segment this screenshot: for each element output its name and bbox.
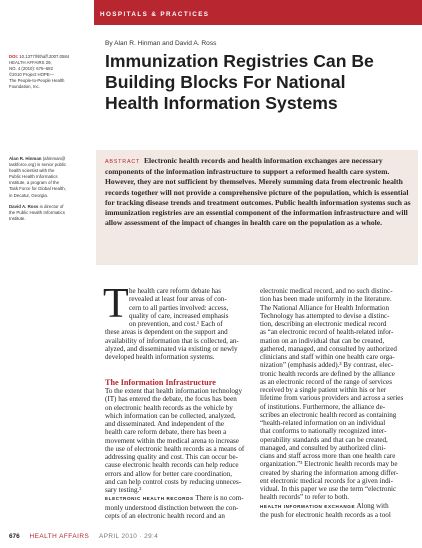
runin-line — [260, 502, 406, 511]
body-line: managed, and consulted by authorized clini- — [260, 443, 386, 452]
body-line: cians and staff across more than one health care — [260, 452, 396, 460]
abstract-label: ABSTRACT — [105, 159, 141, 165]
bio-line: Task Force for Global Health, — [9, 186, 66, 192]
title-line: Health Information Systems — [105, 93, 338, 113]
body-line: organization.”³ Electronic health records may be — [260, 460, 398, 469]
bio-line: is director of — [39, 204, 64, 209]
body-line: cause electronic health records can help reduce — [105, 461, 239, 470]
title-line: Building Blocks For National — [105, 72, 346, 92]
body-line: of institutions. Furthermore, the alliance de- — [260, 402, 386, 411]
issue-info: APRIL 2010 · 29:4 — [99, 533, 159, 540]
body-line: (IT) has entered the debate, the focus has been — [105, 395, 237, 404]
bio-line: health scientist with the — [9, 168, 55, 174]
author-bio-ross — [9, 204, 93, 222]
body-line: electronic medical record, and no such distinc- — [260, 287, 393, 295]
body-column-2 — [260, 287, 406, 519]
meta-line: The People-to-People Health — [9, 78, 65, 83]
body-line: availability of information that is collected, an- — [105, 336, 239, 345]
runin-text: There is no com- — [195, 494, 244, 503]
body-line: and disseminated. And independent of the — [105, 420, 224, 428]
body-line: he health care reform debate has — [129, 287, 221, 295]
body-line: sary testing.² — [105, 486, 142, 494]
article-title — [105, 51, 405, 114]
article-meta — [9, 54, 93, 90]
doi-label: DOI: — [9, 54, 19, 59]
body-line: tion has been made uniformly in the literature. — [260, 295, 392, 304]
body-line: received by a single patient within his or her — [260, 386, 387, 394]
body-line: tion, describing an electronic medical record — [260, 320, 387, 328]
body-line: operability standards and that can be created, — [260, 435, 388, 444]
body-line: alyzed, and disseminated via existing or newly — [105, 344, 238, 353]
body-line: cern to all parties involved: access, — [129, 303, 229, 312]
body-line: as an electronic record of the range of services — [260, 377, 392, 386]
page-footer — [9, 533, 158, 540]
meta-line: ©2010 Project HOPE— — [9, 72, 54, 77]
body-line: tronic health records are defined by the alliance — [260, 369, 395, 378]
body-column-1 — [105, 287, 251, 361]
author-bio-hinman — [9, 156, 93, 199]
body-line: the push for electronic health records as a tool — [260, 510, 391, 519]
body-line: cepts of an electronic health record and an — [105, 511, 225, 520]
body-line: that conforms to nationally recognized inter- — [260, 427, 387, 436]
body-line: mation on an individual that can be created, — [260, 336, 385, 345]
journal-name: HEALTH AFFAIRS — [29, 533, 90, 540]
body-line: To the extent that health information technology — [105, 387, 243, 395]
body-line: revealed at least four areas of con- — [129, 295, 227, 304]
meta-line: Foundation, Inc. — [9, 84, 40, 89]
runin-heading: HEALTH INFORMATION EXCHANGE — [260, 503, 356, 509]
bio-line: in Decatur, Georgia. — [9, 192, 49, 198]
bio-line: Institute. — [9, 216, 26, 222]
runin-text: Along with — [356, 501, 389, 510]
body-line: created by sharing the information among differ- — [260, 468, 399, 477]
abstract-text: Electronic health records and health information exchanges are necessary components of the information infrastructure to support a reformed health care system. However, they are not sufficient by themselves. Merely summing data from electronic health records together will not provide a comprehensive picture of the population, which is essential for tracking disease trends and treatment outcomes. Public health information systems such as immunization registries are an essential component of the information infrastructure and will allow assessment of the impact of changes in health care on the population as a whole. — [105, 156, 411, 228]
meta-line: HEALTH AFFAIRS 29, — [9, 60, 52, 65]
body-line: clinicians and staff within one health care orga- — [260, 353, 395, 361]
bio-line: Institute, a program of the — [9, 180, 60, 186]
body-line: scribes an electronic health record as containing — [260, 410, 397, 419]
meta-line: NO. 4 (2010): 676–682 — [9, 66, 53, 71]
body-line: movement within the medical arena to increase — [105, 436, 239, 445]
body-line: as “an electronic record of health-related infor- — [260, 328, 394, 337]
body-column-1-section — [105, 387, 251, 520]
body-line: the use of electronic health records as a means of — [105, 444, 245, 453]
bio-line: Public Health Informatics — [9, 174, 58, 180]
body-line: on electronic health records as the vehicle by — [105, 403, 233, 412]
body-line: addressing quality and cost. This can occur be- — [105, 453, 239, 461]
body-line: health care reform debate, there has been a — [105, 428, 227, 437]
body-line: monly understood distinction between the con- — [105, 503, 239, 512]
bio-line: taskforce.org) is senior public — [9, 162, 67, 168]
body-line: “health-related information on an individual — [260, 419, 386, 427]
section-heading: The Information Infrastructure — [105, 378, 216, 387]
author-byline: By Alan R. Hinman and David A. Ross — [105, 40, 217, 47]
body-line: developed health information systems. — [105, 353, 215, 361]
bio-line[interactable]: (ahinman@ — [42, 156, 66, 161]
bio-name: David A. Ross — [9, 204, 39, 209]
doi-value[interactable]: 10.1377/hlthaff.2007.0584 — [19, 54, 70, 59]
body-line: and can help control costs by reducing unneces- — [105, 477, 242, 486]
drop-cap: T — [103, 281, 129, 327]
body-line: The National Alliance for Health Information — [260, 303, 390, 312]
body-line: health records” to refer to both. — [260, 493, 350, 502]
abstract — [105, 156, 412, 228]
runin-heading: ELECTRONIC HEALTH RECORDS — [105, 496, 194, 502]
body-line: on prevention, and cost.¹ Each of — [129, 320, 223, 328]
section-label: HOSPITALS & PRACTICES — [100, 11, 210, 18]
body-line: ent electronic medical records for a given indi- — [260, 476, 393, 485]
body-line: quality of care, increased emphasis — [129, 311, 229, 320]
body-line: gathered, managed, and consulted by authorized — [260, 344, 397, 353]
bio-line: the Public Health Informatics — [9, 210, 65, 216]
body-line: vidual. In this paper we use the term “electronic — [260, 485, 397, 493]
runin-line — [105, 494, 251, 503]
page-number: 676 — [9, 533, 20, 540]
body-line: which information can be collected, analyzed, — [105, 411, 236, 420]
body-line: errors and allow for better care coordination, — [105, 469, 233, 478]
body-line: nization” (emphasis added).³ By contrast, elec- — [260, 361, 394, 370]
body-line: these areas is dependent on the support and — [105, 328, 228, 337]
body-line: Technology has attempted to devise a distinc- — [260, 311, 390, 320]
body-line: lifetime from various providers and across a series — [260, 394, 404, 403]
bio-name: Alan R. Hinman — [9, 156, 42, 161]
title-line: Immunization Registries Can Be — [105, 51, 374, 71]
